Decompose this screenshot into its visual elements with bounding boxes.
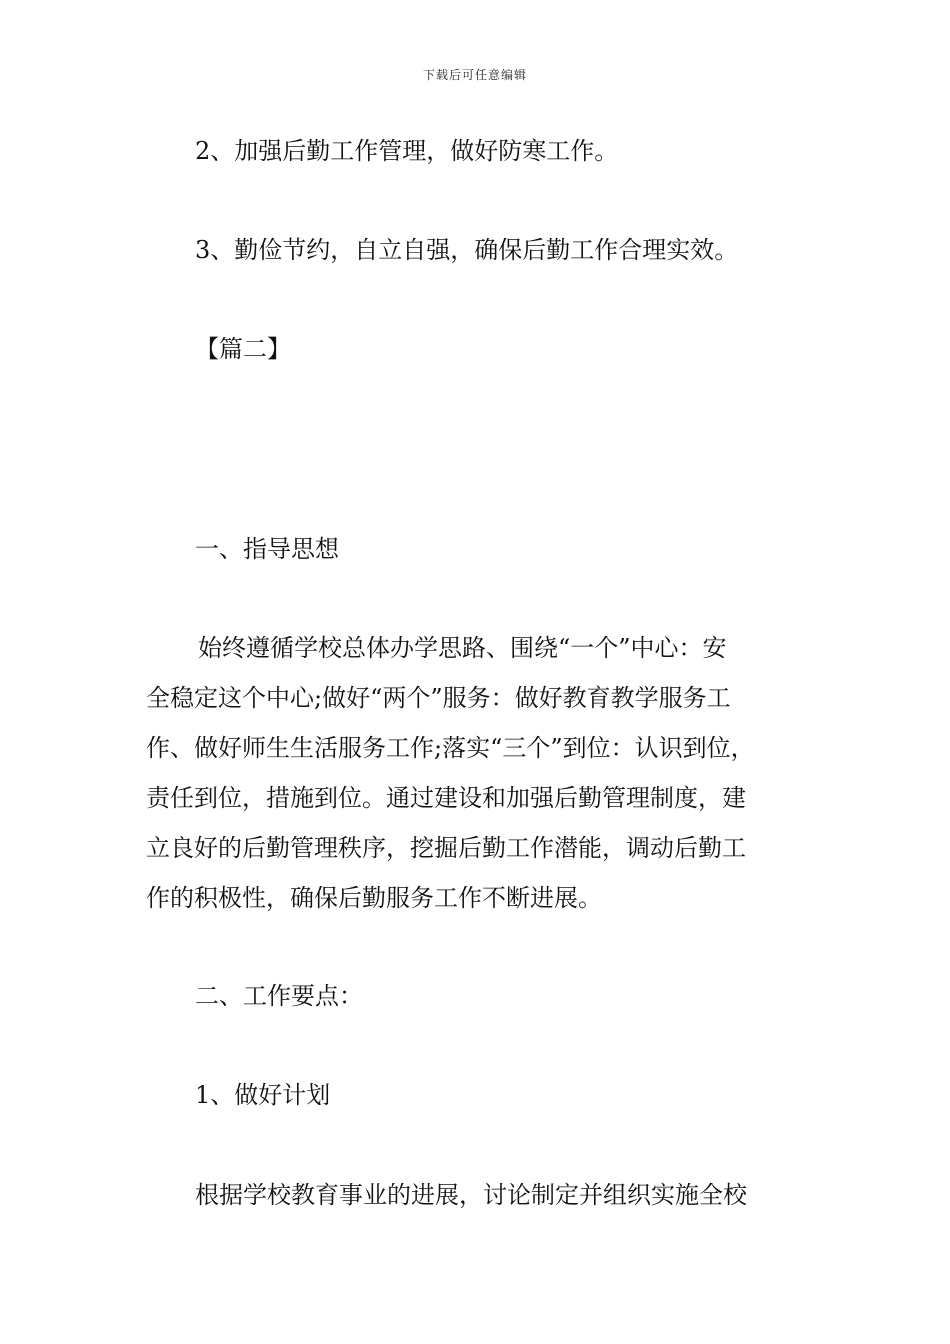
paragraph-planning-start: 根据学校教育事业的进展，讨论制定并组织实施全校 [195, 1181, 747, 1209]
section-title: 【篇二】 [195, 335, 291, 363]
paragraph-line: 立良好的后勤管理秩序，挖掘后勤工作潜能，调动后勤工 [146, 834, 746, 862]
paragraph-line: 全稳定这个中心;做好“两个”服务：做好教育教学服务工 [146, 684, 731, 712]
paragraph-guiding-idea [146, 623, 814, 923]
paragraph-line: 作的积极性，确保后勤服务工作不断进展。 [146, 884, 602, 912]
list-item-2: 2、加强后勤工作管理，做好防寒工作。 [195, 137, 619, 165]
subheading-planning: 1、做好计划 [195, 1081, 331, 1109]
list-item-3: 3、勤俭节约，自立自强，确保后勤工作合理实效。 [195, 236, 739, 264]
heading-work-points: 二、工作要点： [195, 982, 363, 1010]
paragraph-line: 作、做好师生生活服务工作;落实“三个”到位：认识到位， [146, 734, 755, 762]
paragraph-line: 责任到位，措施到位。通过建设和加强后勤管理制度，建 [146, 784, 746, 812]
page-header: 下载后可任意编辑 [422, 68, 527, 82]
paragraph-line: 始终遵循学校总体办学思路、围绕“一个”中心：安 [198, 634, 727, 662]
heading-guiding-idea: 一、指导思想 [195, 535, 339, 563]
